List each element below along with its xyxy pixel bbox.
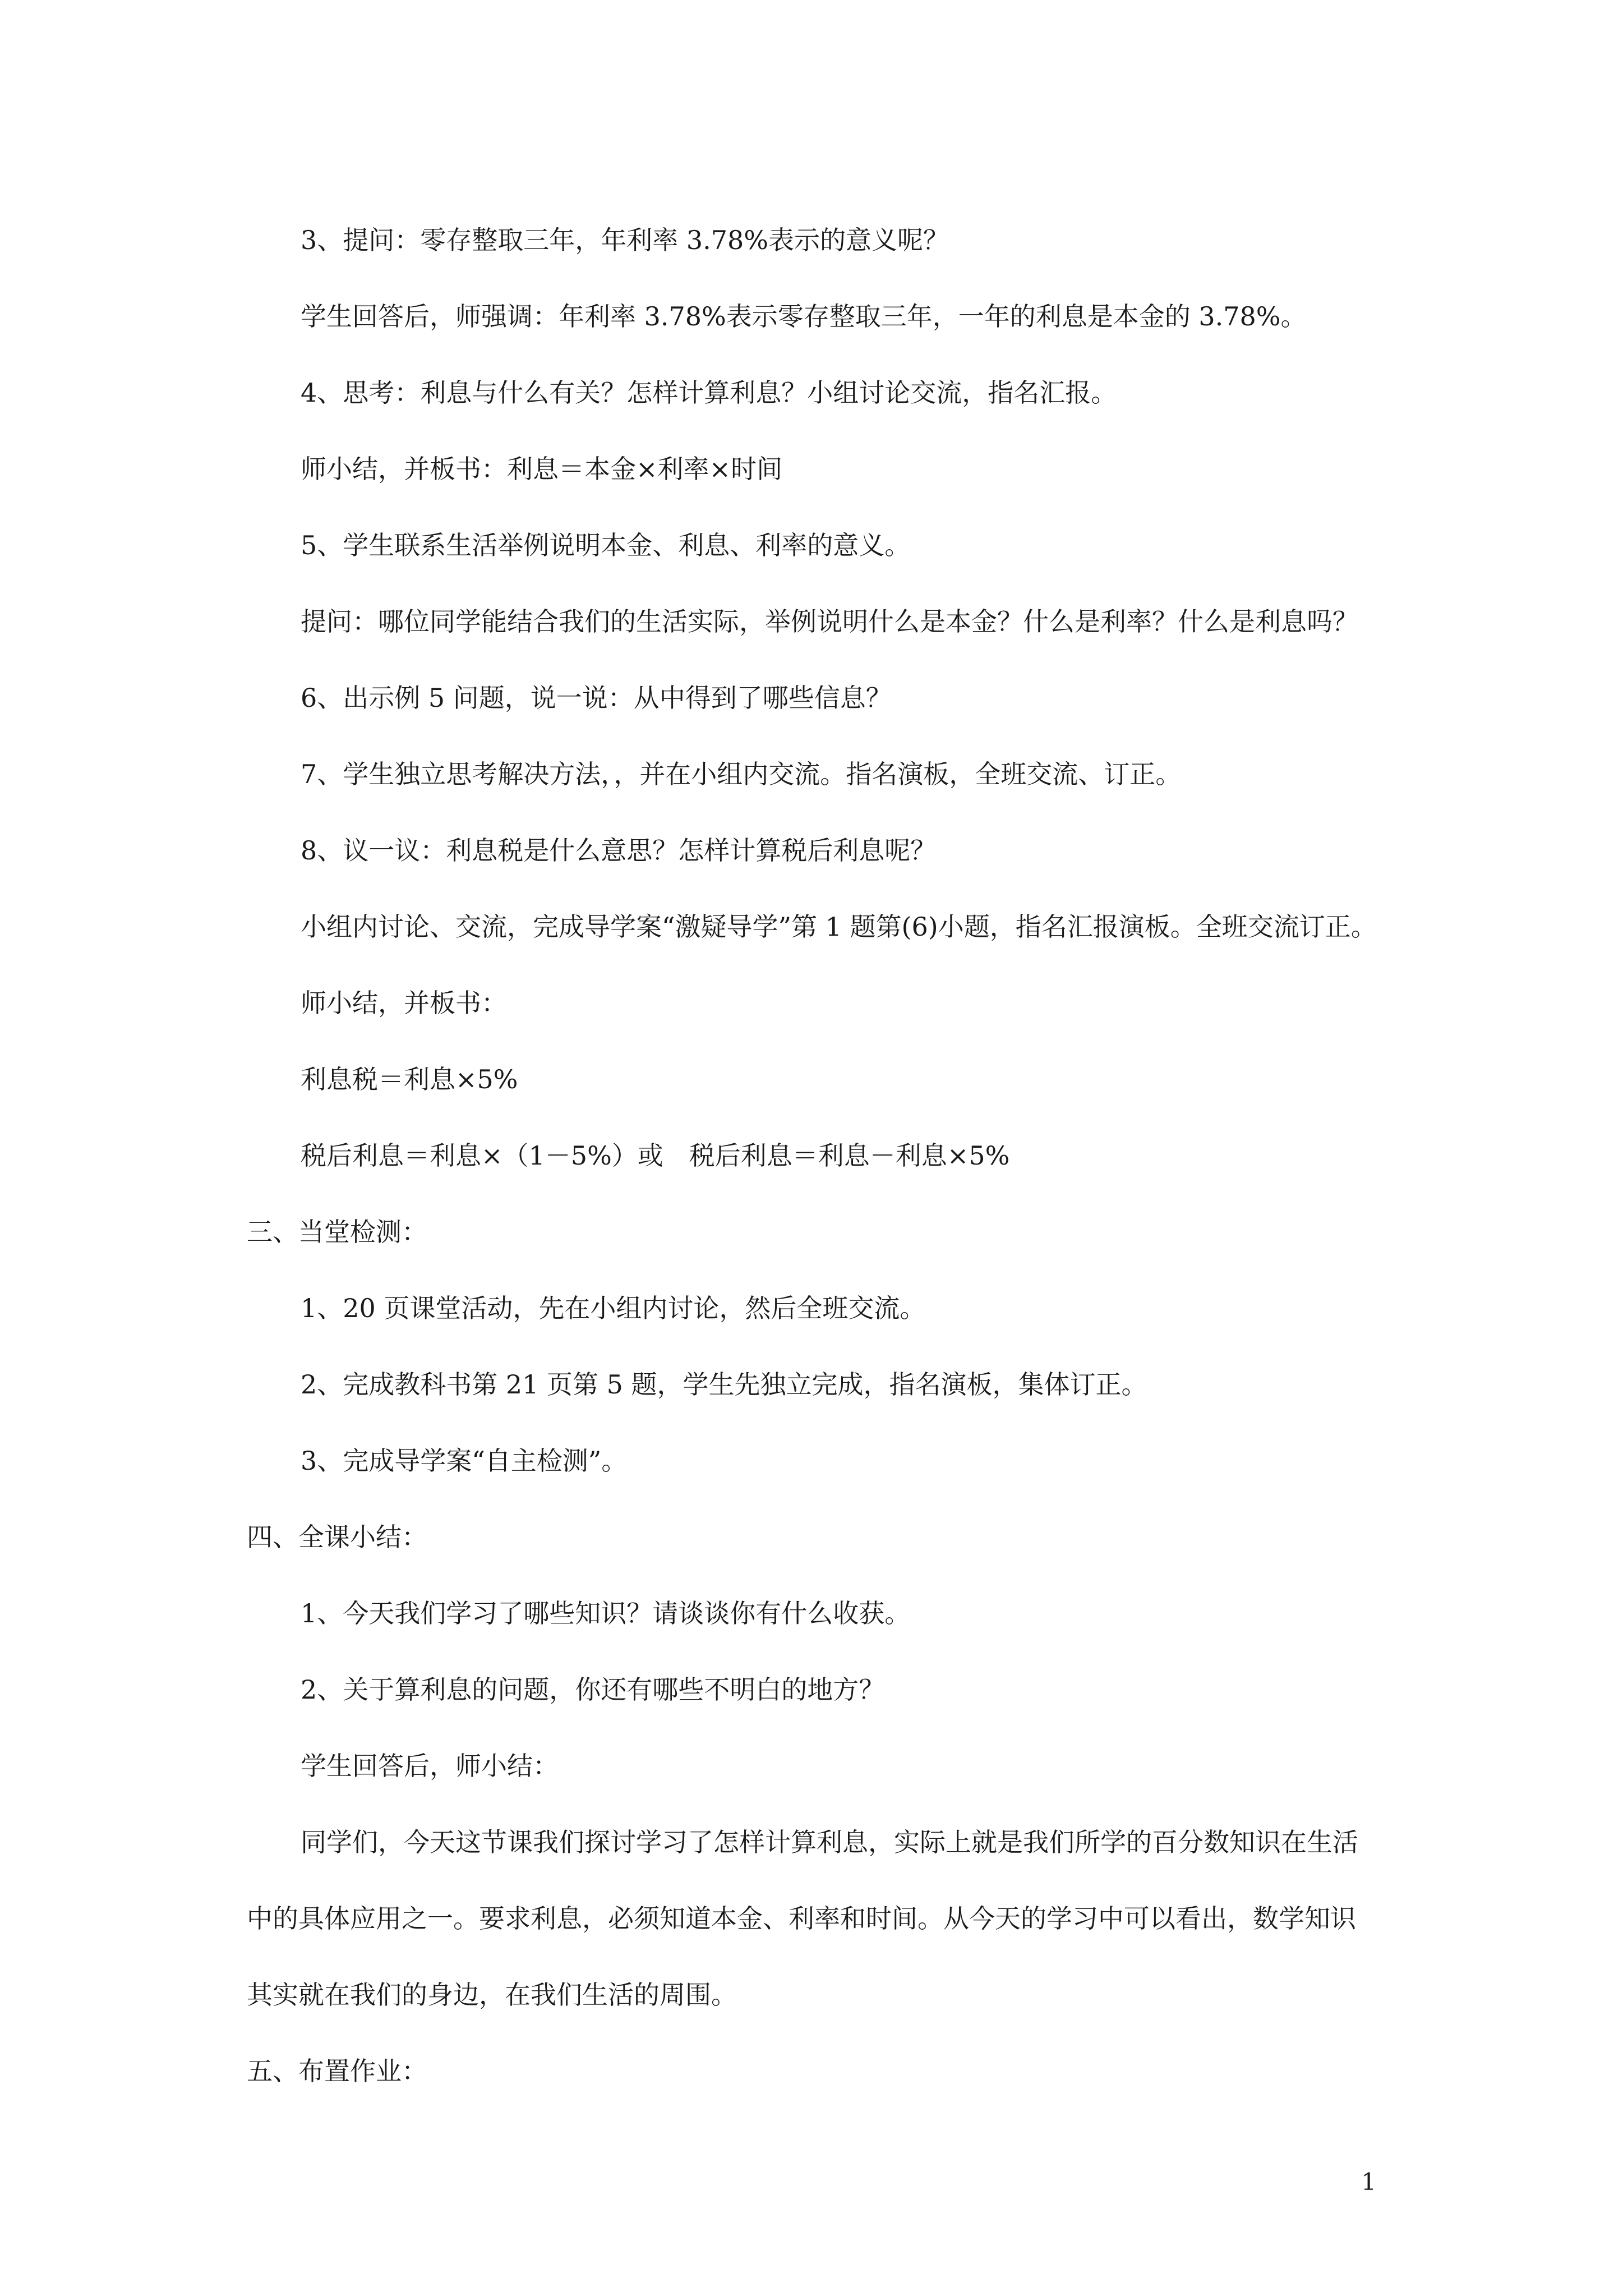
- paragraph: 师小结，并板书：: [301, 988, 507, 1018]
- paragraph: 学生回答后，师强调：年利率 3.78%表示零存整取三年，一年的利息是本金的 3.78%。: [301, 301, 1307, 332]
- paragraph: 7、学生独立思考解决方法，，并在小组内交流。指名演板，全班交流、订正。: [301, 759, 1182, 789]
- paragraph: 提问：哪位同学能结合我们的生活实际，举例说明什么是本金？什么是利率？什么是利息吗？: [301, 606, 1358, 637]
- paragraph: 2、关于算利息的问题，你还有哪些不明白的地方？: [301, 1674, 885, 1705]
- paragraph: 2、完成教科书第 21 页第 5 题，学生先独立完成，指名演板，集体订正。: [301, 1369, 1147, 1400]
- section-heading: 四、全课小结：: [247, 1522, 427, 1552]
- section-heading: 三、当堂检测：: [247, 1217, 427, 1247]
- paragraph: 8、议一议：利息税是什么意思？怎样计算税后利息呢？: [301, 835, 937, 866]
- document-body: [247, 202, 1380, 2109]
- paragraph: 师小结，并板书：利息＝本金×利率×时间: [301, 454, 783, 484]
- paragraph: 学生回答后，师小结：: [301, 1751, 559, 1781]
- paragraph: 3、完成导学案“自主检测”。: [301, 1446, 628, 1476]
- formula-line: 税后利息＝利息×（1－5%）或 税后利息＝利息－利息×5%: [301, 1140, 1010, 1171]
- section-heading: 五、布置作业：: [247, 2056, 427, 2086]
- paragraph: 3、提问：零存整取三年，年利率 3.78%表示的意义呢？: [301, 225, 949, 255]
- paragraph: 同学们，今天这节课我们探讨学习了怎样计算利息，实际上就是我们所学的百分数知识在生活中的具体应用之一。要求利息，必须知道本金、利率和时间。从今天的学习中可以看出，数学知识其实就在我们的身边，在我们生活的周围。: [247, 1827, 1358, 2010]
- page-number: 1: [1361, 2168, 1376, 2196]
- paragraph: 5、学生联系生活举例说明本金、利息、利率的意义。: [301, 530, 911, 560]
- paragraph: 1、今天我们学习了哪些知识？请谈谈你有什么收获。: [301, 1598, 911, 1628]
- paragraph: 4、思考：利息与什么有关？怎样计算利息？小组讨论交流，指名汇报。: [301, 378, 1117, 408]
- formula-line: 利息税＝利息×5%: [301, 1064, 518, 1094]
- paragraph: 小组内讨论、交流，完成导学案“激疑导学”第 1 题第(6)小题，指名汇报演板。全班交流订正。: [301, 912, 1377, 942]
- paragraph: 1、20 页课堂活动，先在小组内讨论，然后全班交流。: [301, 1293, 926, 1323]
- paragraph: 6、出示例 5 问题，说一说：从中得到了哪些信息？: [301, 683, 892, 713]
